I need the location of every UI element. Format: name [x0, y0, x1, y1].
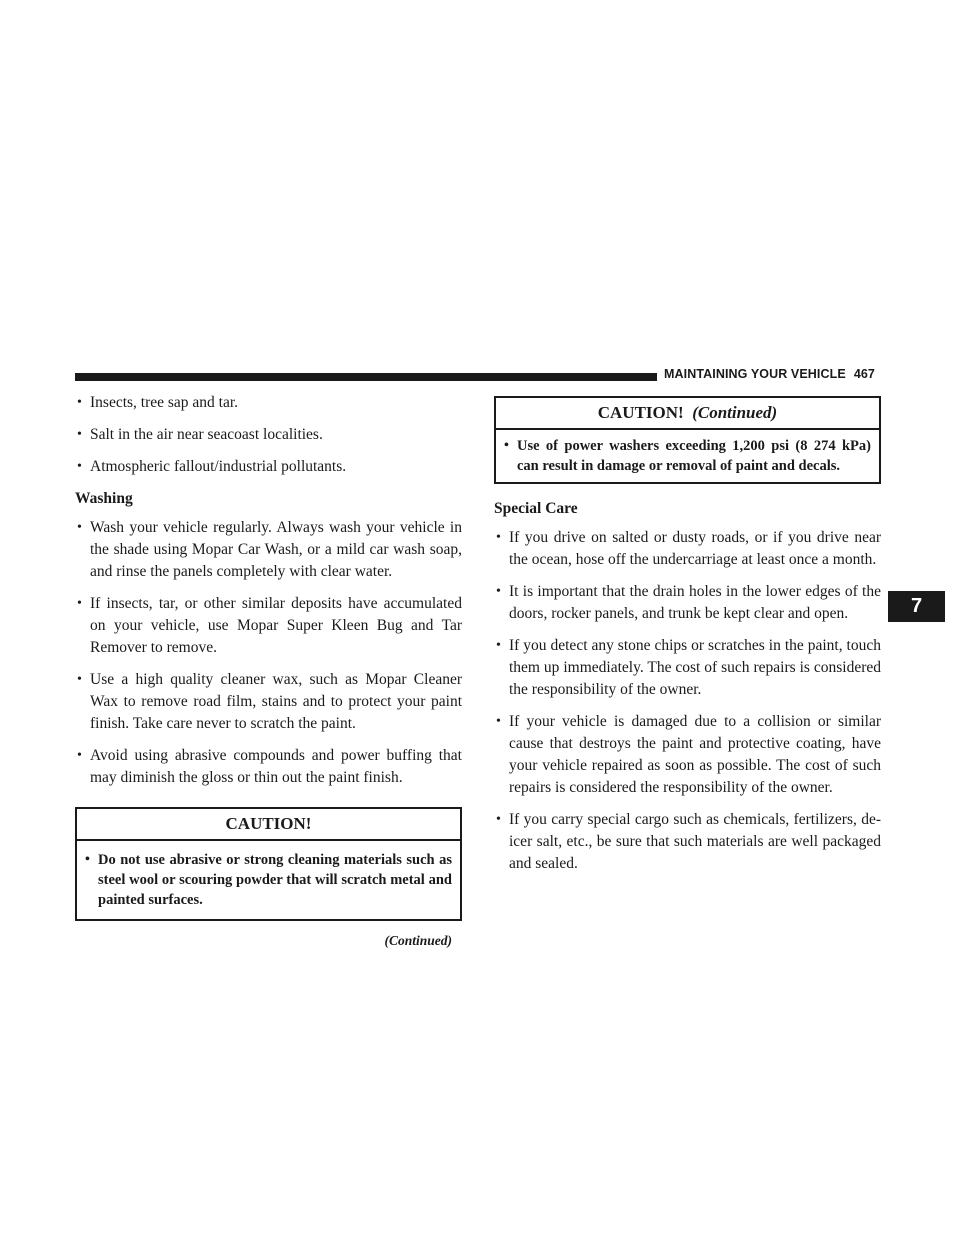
bullet-icon: • [77, 395, 82, 410]
list-item: • Avoid using abrasive compounds and power buffing that may diminish the gloss or thin out the paint finish. [77, 747, 462, 786]
right-column [494, 392, 881, 885]
running-header [664, 367, 875, 381]
list-item: • It is important that the drain holes in the lower edges of the doors, rocker panels, and trunk be kept clear and open. [496, 583, 881, 622]
page-number: 467 [853, 367, 875, 381]
header-rule [75, 373, 657, 381]
list-item: • If you drive on salted or dusty roads, or if you drive near the ocean, hose off the undercarriage at least once a month. [496, 529, 881, 568]
bullet-icon: • [77, 748, 82, 763]
bullet-icon: • [77, 459, 82, 474]
list-item: • Salt in the air near seacoast localities. [75, 424, 462, 446]
bullet-icon: • [496, 584, 501, 599]
list-item: • If your vehicle is damaged due to a collision or similar cause that destroys the paint and protective coating, have your vehicle repaired as soon as possible. The cost of such repairs is considered the responsibility of the owner. [496, 713, 881, 796]
bullet-icon: • [77, 520, 82, 535]
section-title: MAINTAINING YOUR VEHICLE [664, 367, 846, 381]
list-item: • Atmospheric fallout/industrial pollutants. [75, 456, 462, 478]
list-item: • If you carry special cargo such as chemicals, fertilizers, de-icer salt, etc., be sure that such materials are well packaged and sealed. [496, 811, 881, 872]
bullet-icon: • [77, 596, 82, 611]
special-care-heading: Special Care [494, 500, 578, 517]
caution-box-continued [494, 396, 881, 484]
bullet-icon: • [504, 438, 509, 453]
caution-item: • Use of power washers exceeding 1,200 psi (8 274 kPa) can result in damage or removal of paint and decals. [504, 438, 871, 474]
bullet-icon: • [496, 714, 501, 729]
caution-title-suffix: (Continued) [692, 403, 778, 422]
bullet-icon: • [77, 672, 82, 687]
bullet-icon: • [77, 427, 82, 442]
caution-box [75, 807, 462, 921]
bullet-icon: • [85, 852, 90, 867]
caution-body [496, 430, 879, 482]
list-item: • Insects, tree sap and tar. [75, 392, 462, 414]
continued-label: (Continued) [384, 933, 452, 948]
chapter-tab: 7 [888, 591, 945, 622]
caution-title: CAUTION! [77, 809, 460, 841]
bullet-icon: • [496, 812, 501, 827]
list-item: • Use a high quality cleaner wax, such as Mopar Cleaner Wax to remove road film, stains and to protect your paint finish. Take care never to scratch the paint. [77, 671, 462, 732]
washing-heading: Washing [75, 490, 133, 507]
caution-item: • Do not use abrasive or strong cleaning materials such as steel wool or scouring powder that will scratch metal and painted surfaces. [85, 852, 452, 908]
caution-body [77, 841, 460, 919]
list-item: • Wash your vehicle regularly. Always wash your vehicle in the shade using Mopar Car Wash, or a mild car wash soap, and rinse the panels completely with clear water. [77, 519, 462, 580]
caution-title: CAUTION! (Continued) [496, 398, 879, 430]
list-item: • If insects, tar, or other similar deposits have accumulated on your vehicle, use Mopar Super Kleen Bug and Tar Remover to remove. [77, 595, 462, 656]
list-item: • If you detect any stone chips or scratches in the paint, touch them up immediately. The cost of such repairs is considered the responsibility of the owner. [496, 637, 881, 698]
left-column [75, 392, 462, 949]
bullet-icon: • [496, 530, 501, 545]
bullet-icon: • [496, 638, 501, 653]
